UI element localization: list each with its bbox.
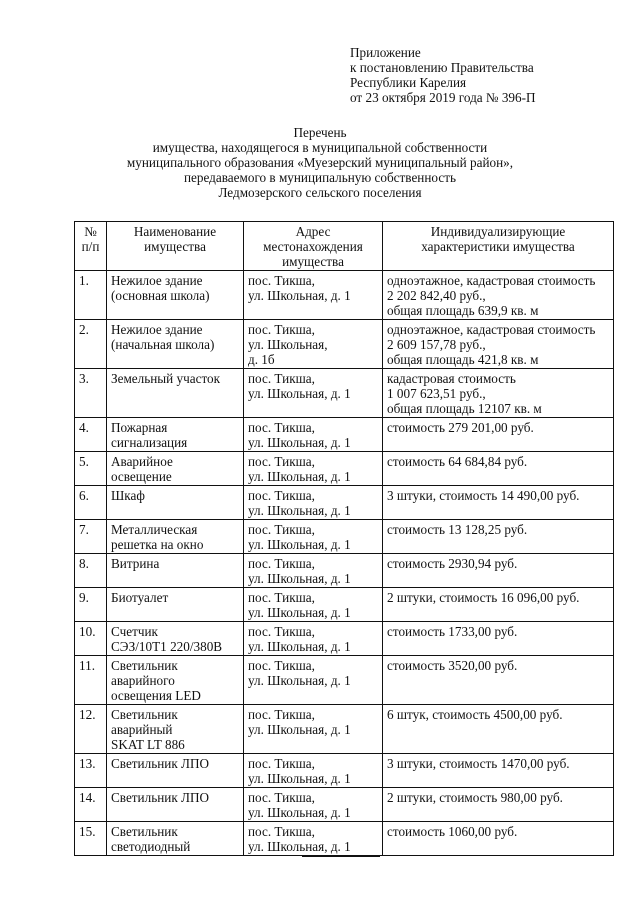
heading-title: Перечень [293,125,347,140]
cell-details-line: 2 202 842,40 руб., [387,288,486,303]
cell-address-line: ул. Школьная, д. 1 [248,435,351,450]
cell-address-line: пос. Тикша, [248,624,315,639]
cell-details-line: 6 штук, стоимость 4500,00 руб. [387,707,563,722]
cell-name-line: Светильник [111,658,178,673]
cell-details [383,754,614,788]
appendix-line: Приложение [350,45,421,60]
cell-details [383,705,614,754]
cell-details [383,486,614,520]
cell-name [107,554,244,588]
cell-number-text: 9. [79,590,89,605]
cell-number-text: 3. [79,371,89,386]
heading-line: передаваемого в муниципальную собственность [184,170,456,185]
cell-address [244,588,383,622]
cell-name-line: Светильник [111,824,178,839]
cell-name-line: аварийного [111,673,175,688]
cell-name-line: Аварийное [111,454,173,469]
cell-number [75,822,107,856]
cell-address-line: ул. Школьная, д. 1 [248,503,351,518]
cell-details-line: стоимость 1733,00 руб. [387,624,518,639]
cell-address-line: пос. Тикша, [248,273,315,288]
cell-number-text: 10. [79,624,96,639]
cell-details-line: общая площадь 421,8 кв. м [387,352,539,367]
cell-details-line: 1 007 623,51 руб., [387,386,486,401]
appendix-line: от 23 октября 2019 года № 396-П [350,90,536,105]
cell-details-line: кадастровая стоимость [387,371,516,386]
table-row [75,418,614,452]
header-name: Наименование имущества [107,222,244,271]
cell-name-line: Светильник ЛПО [111,756,210,771]
cell-name-line: аварийный [111,722,173,737]
cell-details-line: стоимость 3520,00 руб. [387,658,518,673]
cell-address [244,452,383,486]
cell-address-line: ул. Школьная, д. 1 [248,771,351,786]
cell-name-line: Биотуалет [111,590,169,605]
cell-address-line: пос. Тикша, [248,707,315,722]
cell-address [244,705,383,754]
cell-number [75,754,107,788]
cell-address [244,754,383,788]
cell-number [75,788,107,822]
cell-number-text: 8. [79,556,89,571]
cell-address-line: ул. Школьная, д. 1 [248,639,351,654]
cell-name-line: Счетчик [111,624,158,639]
cell-name-line: Светильник ЛПО [111,790,210,805]
cell-name-line: (начальная школа) [111,337,215,352]
cell-name-line: освещения LED [111,688,201,703]
table-row [75,622,614,656]
cell-name-line: Светильник [111,707,178,722]
cell-address-line: ул. Школьная, д. 1 [248,571,351,586]
cell-address-line: ул. Школьная, д. 1 [248,605,351,620]
cell-name [107,369,244,418]
cell-address-line: пос. Тикша, [248,756,315,771]
document-heading [80,125,560,200]
cell-details-line: стоимость 13 128,25 руб. [387,522,528,537]
table-header-row [75,222,614,271]
cell-address [244,554,383,588]
cell-address [244,320,383,369]
cell-details-line: стоимость 279 201,00 руб. [387,420,534,435]
cell-details [383,822,614,856]
appendix-block [350,45,630,105]
table-body [75,271,614,856]
cell-address-line: ул. Школьная, д. 1 [248,469,351,484]
cell-number-text: 2. [79,322,89,337]
cell-address [244,520,383,554]
cell-address-line: пос. Тикша, [248,590,315,605]
cell-address-line: ул. Школьная, д. 1 [248,288,351,303]
cell-number [75,418,107,452]
cell-details [383,369,614,418]
cell-address-line: пос. Тикша, [248,556,315,571]
cell-address-line: д. 1б [248,352,275,367]
cell-details-line: общая площадь 639,9 кв. м [387,303,539,318]
cell-address [244,622,383,656]
header-address: Адрес местонахождения имущества [244,222,383,271]
cell-name-line: Шкаф [111,488,145,503]
cell-details-line: одноэтажное, кадастровая стоимость [387,273,596,288]
cell-address-line: ул. Школьная, д. 1 [248,839,351,854]
appendix-line: к постановлению Правительства [350,60,534,75]
cell-number-text: 7. [79,522,89,537]
cell-address [244,369,383,418]
cell-name-line: светодиодный [111,839,191,854]
cell-name [107,754,244,788]
cell-address-line: пос. Тикша, [248,522,315,537]
cell-name-line: Земельный участок [111,371,221,386]
cell-address-line: ул. Школьная, д. 1 [248,805,351,820]
cell-name-line: Нежилое здание [111,322,203,337]
cell-name [107,622,244,656]
cell-details [383,656,614,705]
table-row [75,788,614,822]
cell-name [107,822,244,856]
cell-name [107,788,244,822]
cell-address-line: пос. Тикша, [248,488,315,503]
heading-line: имущества, находящегося в муниципальной собственности [152,140,488,155]
cell-name [107,656,244,705]
cell-details-line: 2 609 157,78 руб., [387,337,486,352]
cell-number [75,622,107,656]
table-row [75,754,614,788]
cell-address-line: ул. Школьная, [248,337,328,352]
cell-name [107,705,244,754]
cell-number-text: 4. [79,420,89,435]
cell-name [107,320,244,369]
cell-name [107,520,244,554]
cell-name [107,418,244,452]
cell-number [75,554,107,588]
appendix-line: Республики Карелия [350,75,467,90]
table-row [75,452,614,486]
cell-details-line: стоимость 64 684,84 руб. [387,454,528,469]
cell-name-line: решетка на окно [111,537,204,552]
heading-line: муниципального образования «Муезерский муниципальный район», [126,155,514,170]
cell-name-line: (основная школа) [111,288,210,303]
cell-address-line: пос. Тикша, [248,790,315,805]
cell-details [383,588,614,622]
cell-details [383,520,614,554]
table-row [75,588,614,622]
cell-number-text: 5. [79,454,89,469]
cell-details-line: стоимость 1060,00 руб. [387,824,518,839]
cell-number [75,486,107,520]
table-row [75,520,614,554]
table-row [75,320,614,369]
cell-address [244,418,383,452]
cell-details [383,788,614,822]
cell-address-line: ул. Школьная, д. 1 [248,537,351,552]
cell-address-line: ул. Школьная, д. 1 [248,722,351,737]
cell-name-line: освещение [111,469,172,484]
cell-name-line: Металлическая [111,522,198,537]
cell-address-line: пос. Тикша, [248,322,315,337]
cell-name [107,588,244,622]
cell-number [75,656,107,705]
cell-number-text: 11. [79,658,95,673]
cell-address-line: пос. Тикша, [248,824,315,839]
cell-number [75,452,107,486]
property-table [74,221,614,856]
cell-address [244,788,383,822]
table-row [75,486,614,520]
cell-address-line: ул. Школьная, д. 1 [248,386,351,401]
cell-name-line: Пожарная [111,420,168,435]
cell-details [383,554,614,588]
header-details: Индивидуализирующие характеристики имущества [383,222,614,271]
cell-details [383,271,614,320]
cell-number [75,588,107,622]
cell-number [75,320,107,369]
table-row [75,271,614,320]
cell-name-line: СЭЗ/10Т1 220/380В [111,639,223,654]
cell-number-text: 15. [79,824,96,839]
cell-number-text: 6. [79,488,89,503]
cell-name [107,271,244,320]
cell-details-line: 2 штуки, стоимость 16 096,00 руб. [387,590,580,605]
cell-name-line: Нежилое здание [111,273,203,288]
cell-number [75,705,107,754]
cell-details [383,622,614,656]
cell-number-text: 12. [79,707,96,722]
cell-name [107,452,244,486]
cell-details-line: одноэтажное, кадастровая стоимость [387,322,596,337]
table-row [75,705,614,754]
cell-details-line: стоимость 2930,94 руб. [387,556,518,571]
cell-address [244,822,383,856]
cell-details [383,418,614,452]
table-row [75,656,614,705]
cell-address-line: ул. Школьная, д. 1 [248,673,351,688]
cell-details-line: общая площадь 12107 кв. м [387,401,542,416]
cell-address-line: пос. Тикша, [248,658,315,673]
cell-number [75,369,107,418]
cell-details [383,452,614,486]
cell-address-line: пос. Тикша, [248,454,315,469]
table-row [75,554,614,588]
cell-address [244,271,383,320]
cell-name-line: сигнализация [111,435,188,450]
cell-address [244,656,383,705]
cell-details-line: 3 штуки, стоимость 14 490,00 руб. [387,488,580,503]
cell-number-text: 1. [79,273,89,288]
cell-number [75,271,107,320]
cell-address-line: пос. Тикша, [248,371,315,386]
cell-number [75,520,107,554]
heading-line: Ледмозерского сельского поселения [218,185,422,200]
cell-number-text: 13. [79,756,96,771]
table-row [75,369,614,418]
cell-address [244,486,383,520]
cell-name [107,486,244,520]
cell-address-line: пос. Тикша, [248,420,315,435]
footer-rule [302,856,380,857]
cell-details-line: 2 штуки, стоимость 980,00 руб. [387,790,563,805]
cell-details-line: 3 штуки, стоимость 1470,00 руб. [387,756,570,771]
table-row [75,822,614,856]
cell-details [383,320,614,369]
cell-name-line: Витрина [111,556,160,571]
header-number: № п/п [75,222,107,271]
cell-number-text: 14. [79,790,96,805]
cell-name-line: SKAT LT 886 [111,737,185,752]
